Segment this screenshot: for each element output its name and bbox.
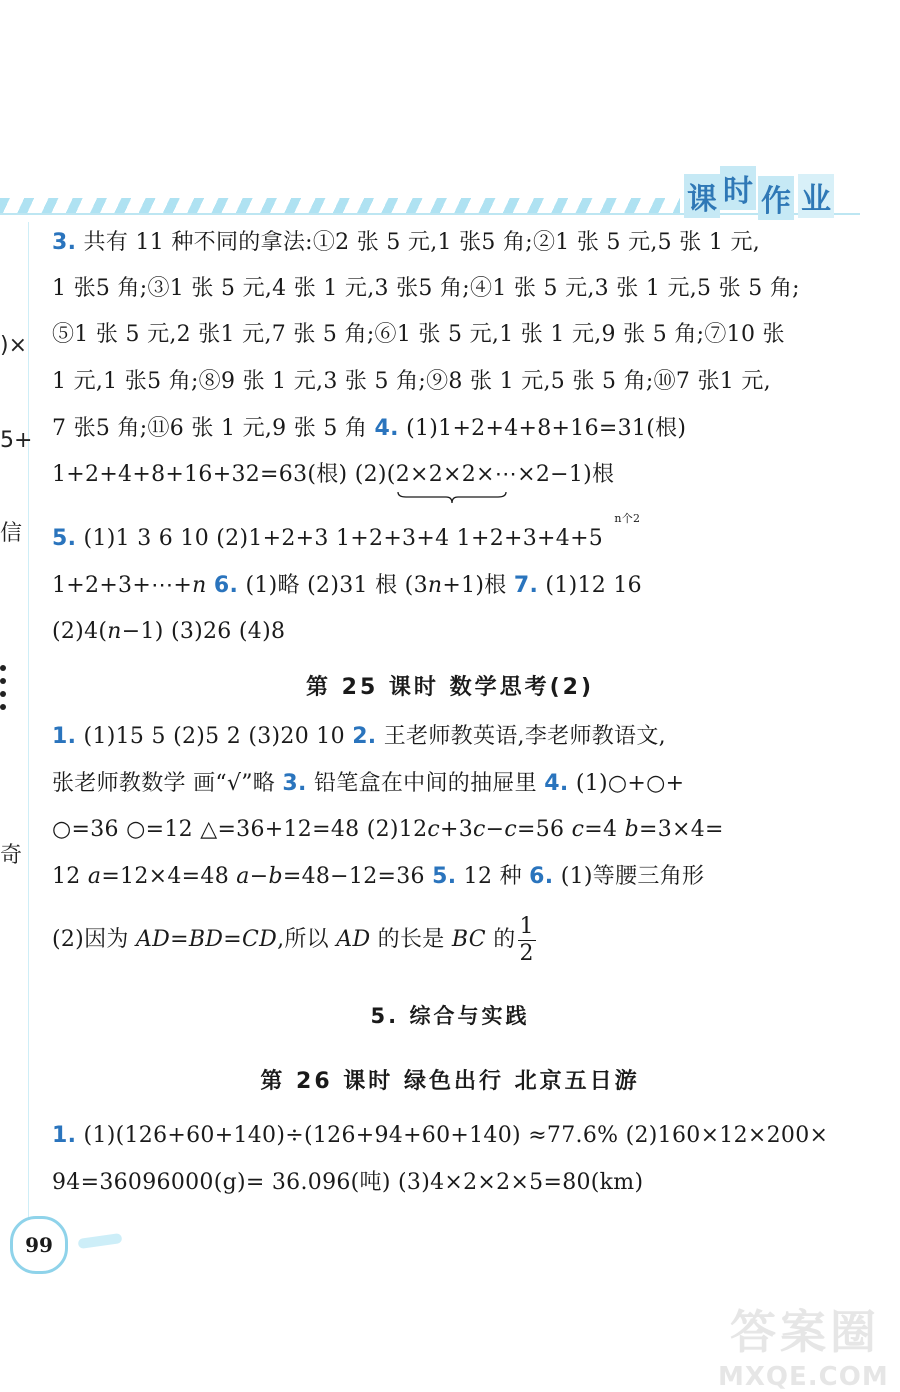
margin-fragment: 5+: [0, 428, 33, 453]
answer-line: 1 张5 角;③1 张 5 元,4 张 1 元,3 张5 角;④1 张 5 元,3 张 1 元,5 张 5 角;: [52, 276, 800, 301]
underbrace-label: n个2: [614, 512, 641, 525]
answer-line: 1. (1)15 5 (2)5 2 (3)20 10 2. 王老师教英语,李老师教语文,: [52, 724, 666, 749]
answer-line: 1+2+4+8+16+32=63(根) (2)(2×2×2×⋯×2 n个2 −1)根: [52, 460, 842, 490]
margin-fragment: 奇: [0, 843, 23, 868]
answer-line: 7 张5 角;⑪6 张 1 元,9 张 5 角 4. (1)1+2+4+8+16=31(根): [52, 416, 687, 441]
question-number: 3.: [52, 230, 77, 255]
question-number: 3.: [282, 771, 307, 796]
book-logo: [676, 168, 846, 218]
question-number: 6.: [213, 573, 239, 598]
underbrace-group: 2×2×2×⋯×2 n个2: [396, 460, 550, 490]
section-title: 第 26 课时 绿色出行 北京五日游: [260, 1069, 640, 1094]
answer-line: (2)因为 AD=BD=CD,所以 AD 的长是 BC 的 $\frac{1}{2}$: [52, 913, 534, 966]
logo-char: 作: [758, 176, 794, 220]
logo-char: 课: [684, 174, 720, 218]
page-number: 99: [10, 1216, 68, 1274]
page-decoration: [78, 1233, 123, 1249]
question-number: 1.: [52, 724, 77, 749]
question-number: 5.: [432, 864, 457, 889]
chapter-title: 5. 综合与实践: [370, 1004, 530, 1028]
logo-char: 时: [720, 166, 756, 210]
header-decoration: [0, 198, 680, 214]
section-title: 第 25 课时 数学思考(2): [305, 675, 594, 700]
question-number: 4.: [374, 416, 399, 441]
question-number: 5.: [52, 526, 77, 551]
margin-fragment: )×: [0, 333, 28, 358]
question-number: 6.: [529, 864, 554, 889]
question-number: 1.: [52, 1123, 77, 1148]
logo-char: 业: [798, 174, 834, 218]
question-number: 7.: [513, 573, 539, 598]
fraction: $\frac{1}{2}$: [519, 913, 534, 966]
answer-line: ⑤1 张 5 元,2 张1 元,7 张 5 角;⑥1 张 5 元,1 张 1 元,9 张 5 角;⑦10 张: [52, 322, 785, 347]
question-number: 2.: [352, 724, 377, 749]
question-number: 4.: [544, 771, 569, 796]
underbrace-icon: [396, 490, 508, 504]
answer-line: 1+2+3+⋯+n 6. (1)略 (2)31 根 (3n+1)根 7. (1)12 16: [52, 573, 642, 598]
answer-line: 1. (1)(126+60+140)÷(126+94+60+140) ≈77.6% (2)160×12×200×: [52, 1123, 829, 1148]
answer-line: 张老师教数学 画“√”略 3. 铅笔盒在中间的抽屉里 4. (1)○+○+: [52, 771, 685, 796]
margin-rule: [28, 222, 29, 1262]
answer-line: 3. 共有 11 种不同的拿法:①2 张 5 元,1 张5 角;②1 张 5 元,5 张 1 元,: [52, 230, 761, 255]
answer-line: 5. (1)1 3 6 10 (2)1+2+3 1+2+3+4 1+2+3+4+5: [52, 526, 604, 551]
answer-line: 94=36096000(g)= 36.096(吨) (3)4×2×2×5=80(km): [52, 1170, 644, 1195]
answer-line: 12 a=12×4=48 a−b=48−12=36 5. 12 种 6. (1)等腰三角形: [52, 864, 705, 889]
answer-line: 1 元,1 张5 角;⑧9 张 1 元,3 张 5 角;⑨8 张 1 元,5 张 5 角;⑩7 张1 元,: [52, 369, 771, 394]
watermark: 答案圈 MXQE.COM: [718, 1305, 889, 1392]
answer-line: ○=36 ○=12 △=36+12=48 (2)12c+3c−c=56 c=4 b=3×4=: [52, 817, 724, 842]
margin-fragment: 信: [0, 521, 23, 546]
answer-line: (2)4(n−1) (3)26 (4)8: [52, 619, 286, 644]
